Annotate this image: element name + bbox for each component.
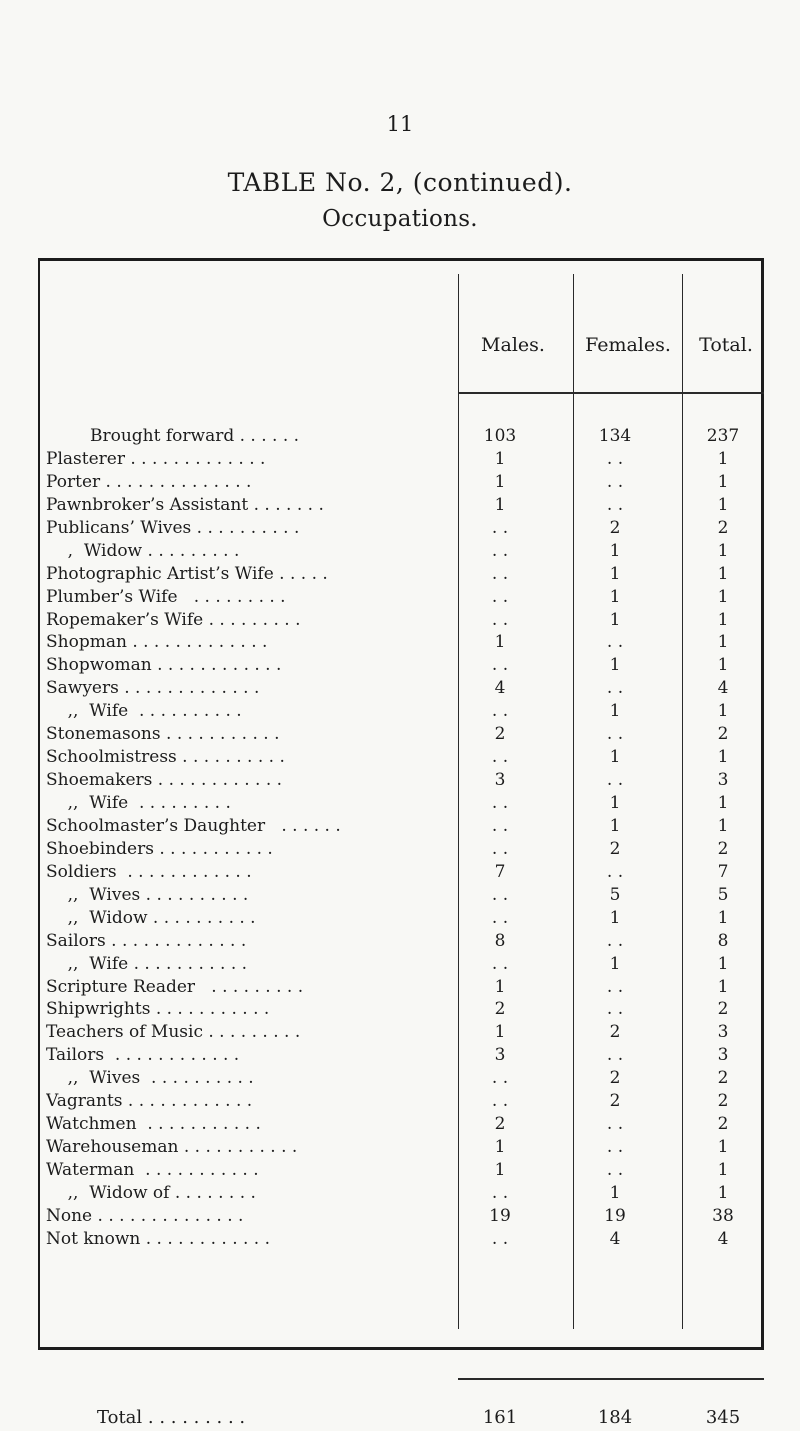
males-value: . . bbox=[491, 907, 509, 928]
total-value: 8 bbox=[717, 930, 729, 951]
occupation-label: Vagrants . . . . . . . . . . . . bbox=[46, 1091, 253, 1112]
occupation-label: Shipwrights . . . . . . . . . . . bbox=[46, 999, 270, 1020]
occupation-label: Soldiers . . . . . . . . . . . . bbox=[46, 861, 252, 882]
occupation-label: ,, Wives . . . . . . . . . . bbox=[46, 1068, 254, 1089]
females-value: 2 bbox=[609, 1091, 621, 1112]
females-value: . . bbox=[606, 1045, 624, 1066]
females-value: . . bbox=[606, 861, 624, 882]
occupation-label: , Widow . . . . . . . . . bbox=[46, 540, 240, 561]
females-value: 2 bbox=[609, 1022, 621, 1043]
occupation-label: ,, Widow of . . . . . . . . bbox=[46, 1182, 256, 1203]
males-value: 4 bbox=[494, 678, 506, 699]
total-males: 161 bbox=[482, 1407, 518, 1428]
females-value: . . bbox=[606, 999, 624, 1020]
occupation-label: Shoemakers . . . . . . . . . . . . bbox=[46, 770, 283, 791]
table-row bbox=[38, 746, 764, 769]
total-females: 184 bbox=[597, 1407, 633, 1428]
table-top-rule bbox=[38, 258, 762, 261]
females-value: 2 bbox=[609, 517, 621, 538]
table-row bbox=[38, 723, 764, 746]
occupation-label: Not known . . . . . . . . . . . . bbox=[46, 1228, 271, 1249]
total-value: 7 bbox=[717, 861, 729, 882]
occupation-label: Sawyers . . . . . . . . . . . . . bbox=[46, 678, 260, 699]
males-value: 19 bbox=[489, 1205, 511, 1226]
females-value: 1 bbox=[609, 540, 621, 561]
males-value: . . bbox=[491, 747, 509, 768]
total-value: 2 bbox=[717, 517, 729, 538]
occupation-label: Porter . . . . . . . . . . . . . . bbox=[46, 471, 252, 492]
header-rule bbox=[458, 392, 574, 394]
occupation-label: Plumber’s Wife . . . . . . . . . bbox=[46, 586, 286, 607]
females-value: 1 bbox=[609, 655, 621, 676]
males-value: . . bbox=[491, 701, 509, 722]
occupation-label: Shoebinders . . . . . . . . . . . bbox=[46, 838, 273, 859]
occupation-label: None . . . . . . . . . . . . . . bbox=[46, 1205, 244, 1226]
males-value: . . bbox=[491, 815, 509, 836]
males-value: . . bbox=[491, 1091, 509, 1112]
table-row bbox=[38, 976, 764, 999]
females-value: 1 bbox=[609, 586, 621, 607]
column-header-females: Females. bbox=[585, 334, 671, 356]
total-rule bbox=[573, 1378, 683, 1380]
total-value: 1 bbox=[717, 586, 729, 607]
total-value: 3 bbox=[717, 1022, 729, 1043]
table-row bbox=[38, 930, 764, 953]
females-value: 1 bbox=[609, 609, 621, 630]
males-value: . . bbox=[491, 1228, 509, 1249]
males-value: 1 bbox=[494, 1137, 506, 1158]
total-value: 1 bbox=[717, 953, 729, 974]
table-row bbox=[38, 448, 764, 471]
table-body bbox=[38, 425, 764, 1251]
occupation-label: Waterman . . . . . . . . . . . bbox=[46, 1160, 259, 1180]
females-value: . . bbox=[606, 494, 624, 515]
females-value: . . bbox=[606, 724, 624, 745]
table-row bbox=[38, 1228, 764, 1251]
males-value: 1 bbox=[494, 1160, 506, 1180]
females-value: . . bbox=[606, 770, 624, 791]
table-row bbox=[38, 953, 764, 976]
total-value: 1 bbox=[717, 815, 729, 836]
occupation-label: Pawnbroker’s Assistant . . . . . . . bbox=[46, 494, 324, 515]
table-row bbox=[38, 861, 764, 884]
males-value: . . bbox=[491, 563, 509, 584]
table-row bbox=[38, 586, 764, 609]
table-row bbox=[38, 563, 764, 586]
males-value: . . bbox=[491, 655, 509, 676]
total-value: 1 bbox=[717, 540, 729, 561]
males-value: . . bbox=[491, 838, 509, 859]
total-label: Total . . . . . . . . . bbox=[97, 1407, 246, 1428]
males-value: . . bbox=[491, 609, 509, 630]
table-row bbox=[38, 1136, 764, 1159]
total-value: 1 bbox=[717, 1182, 729, 1203]
total-value: 38 bbox=[712, 1205, 734, 1226]
occupation-label: Schoolmistress . . . . . . . . . . bbox=[46, 747, 285, 768]
page-number: 11 bbox=[386, 112, 414, 136]
occupation-label: Schoolmaster’s Daughter . . . . . . bbox=[46, 815, 341, 836]
females-value: 1 bbox=[609, 563, 621, 584]
males-value: 3 bbox=[494, 1045, 506, 1066]
total-value: 2 bbox=[717, 1091, 729, 1112]
column-header-males: Males. bbox=[481, 334, 545, 356]
table-row bbox=[38, 517, 764, 540]
table-row bbox=[38, 815, 764, 838]
males-value: 3 bbox=[494, 770, 506, 791]
total-value: 2 bbox=[717, 1114, 729, 1135]
males-value: . . bbox=[491, 540, 509, 561]
table-row bbox=[38, 884, 764, 907]
females-value: . . bbox=[606, 632, 624, 653]
occupation-label: Tailors . . . . . . . . . . . . bbox=[46, 1045, 240, 1066]
males-value: 1 bbox=[494, 471, 506, 492]
table-row bbox=[38, 769, 764, 792]
total-value: 1 bbox=[717, 563, 729, 584]
occupation-label: Warehouseman . . . . . . . . . . . bbox=[46, 1137, 298, 1158]
table-subtitle: Occupations. bbox=[322, 206, 478, 232]
total-value: 1 bbox=[717, 747, 729, 768]
occupation-label: Watchmen . . . . . . . . . . . bbox=[46, 1114, 261, 1135]
females-value: . . bbox=[606, 976, 624, 997]
females-value: 1 bbox=[609, 701, 621, 722]
table-row bbox=[38, 471, 764, 494]
occupation-label: Teachers of Music . . . . . . . . . bbox=[46, 1022, 301, 1043]
males-value: 103 bbox=[483, 426, 517, 446]
females-value: . . bbox=[606, 1137, 624, 1158]
males-value: 1 bbox=[494, 448, 506, 469]
total-value: 1 bbox=[717, 471, 729, 492]
total-value: 1 bbox=[717, 701, 729, 722]
females-value: 1 bbox=[609, 793, 621, 813]
females-value: 134 bbox=[598, 426, 632, 446]
total-value: 2 bbox=[717, 724, 729, 745]
total-value: 1 bbox=[717, 632, 729, 653]
females-value: . . bbox=[606, 448, 624, 469]
header-rule bbox=[682, 392, 764, 394]
males-value: 1 bbox=[494, 494, 506, 515]
females-value: . . bbox=[606, 1160, 624, 1180]
table-row bbox=[38, 1067, 764, 1090]
total-rule bbox=[458, 1378, 574, 1380]
females-value: . . bbox=[606, 1114, 624, 1135]
females-value: . . bbox=[606, 471, 624, 492]
females-value: . . bbox=[606, 678, 624, 699]
total-total: 345 bbox=[705, 1407, 741, 1428]
table-row bbox=[38, 700, 764, 723]
table-row bbox=[38, 1113, 764, 1136]
females-value: 1 bbox=[609, 815, 621, 836]
females-value: 1 bbox=[609, 747, 621, 768]
table-row bbox=[38, 425, 764, 448]
occupation-label: Shopman . . . . . . . . . . . . . bbox=[46, 632, 268, 653]
occupation-label: Scripture Reader . . . . . . . . . bbox=[46, 976, 304, 997]
females-value: 2 bbox=[609, 838, 621, 859]
females-value: 1 bbox=[609, 953, 621, 974]
table-row bbox=[38, 907, 764, 930]
occupation-label: Brought forward . . . . . . bbox=[90, 426, 300, 446]
males-value: 1 bbox=[494, 976, 506, 997]
table-row bbox=[38, 1044, 764, 1067]
males-value: 1 bbox=[494, 1022, 506, 1043]
females-value: 1 bbox=[609, 907, 621, 928]
occupation-label: ,, Wife . . . . . . . . . . . bbox=[46, 953, 248, 974]
table-row bbox=[38, 677, 764, 700]
males-value: . . bbox=[491, 953, 509, 974]
males-value: . . bbox=[491, 586, 509, 607]
table-row bbox=[38, 1021, 764, 1044]
occupation-label: Shopwoman . . . . . . . . . . . . bbox=[46, 655, 282, 676]
occupation-label: ,, Wives . . . . . . . . . . bbox=[46, 884, 249, 905]
total-value: 5 bbox=[717, 884, 729, 905]
females-value: 19 bbox=[604, 1205, 626, 1226]
table-row bbox=[38, 609, 764, 632]
total-row bbox=[38, 1405, 764, 1431]
total-value: 1 bbox=[717, 1160, 729, 1180]
total-value: 4 bbox=[717, 678, 729, 699]
table-bottom-rule bbox=[38, 1347, 764, 1350]
table-row bbox=[38, 494, 764, 517]
total-value: 1 bbox=[717, 494, 729, 515]
males-value: . . bbox=[491, 1068, 509, 1089]
males-value: 8 bbox=[494, 930, 506, 951]
occupation-label: Stonemasons . . . . . . . . . . . bbox=[46, 724, 280, 745]
males-value: 7 bbox=[494, 861, 506, 882]
total-value: 2 bbox=[717, 1068, 729, 1089]
table-row bbox=[38, 792, 764, 815]
occupation-label: Plasterer . . . . . . . . . . . . . bbox=[46, 448, 266, 469]
females-value: 5 bbox=[609, 884, 621, 905]
total-value: 1 bbox=[717, 907, 729, 928]
total-value: 1 bbox=[717, 1137, 729, 1158]
females-value: 4 bbox=[609, 1228, 621, 1249]
occupation-label: Sailors . . . . . . . . . . . . . bbox=[46, 930, 247, 951]
table-row bbox=[38, 1205, 764, 1228]
table-row bbox=[38, 540, 764, 563]
occupation-label: ,, Wife . . . . . . . . . . bbox=[46, 701, 242, 722]
males-value: 2 bbox=[494, 1114, 506, 1135]
females-value: . . bbox=[606, 930, 624, 951]
occupation-label: Ropemaker’s Wife . . . . . . . . . bbox=[46, 609, 301, 630]
total-value: 1 bbox=[717, 976, 729, 997]
males-value: . . bbox=[491, 517, 509, 538]
total-value: 237 bbox=[706, 426, 740, 446]
total-value: 1 bbox=[717, 793, 729, 813]
males-value: 2 bbox=[494, 999, 506, 1020]
occupation-label: ,, Widow . . . . . . . . . . bbox=[46, 907, 256, 928]
males-value: 2 bbox=[494, 724, 506, 745]
total-value: 4 bbox=[717, 1228, 729, 1249]
males-value: . . bbox=[491, 793, 509, 813]
occupation-label: Publicans’ Wives . . . . . . . . . . bbox=[46, 517, 300, 538]
total-value: 2 bbox=[717, 838, 729, 859]
total-value: 1 bbox=[717, 609, 729, 630]
table-row bbox=[38, 838, 764, 861]
table-row bbox=[38, 631, 764, 654]
occupations-table bbox=[38, 258, 764, 1428]
table-title: TABLE No. 2, (continued). bbox=[227, 168, 573, 197]
males-value: . . bbox=[491, 1182, 509, 1203]
table-row bbox=[38, 1182, 764, 1205]
table-row bbox=[38, 1159, 764, 1182]
total-value: 1 bbox=[717, 448, 729, 469]
males-value: 1 bbox=[494, 632, 506, 653]
males-value: . . bbox=[491, 884, 509, 905]
header-rule bbox=[573, 392, 683, 394]
total-value: 3 bbox=[717, 1045, 729, 1066]
total-value: 1 bbox=[717, 655, 729, 676]
females-value: 2 bbox=[609, 1068, 621, 1089]
table-row bbox=[38, 654, 764, 677]
occupation-label: ,, Wife . . . . . . . . . bbox=[46, 793, 231, 813]
column-header-total: Total. bbox=[699, 334, 753, 356]
total-value: 2 bbox=[717, 999, 729, 1020]
total-rule bbox=[682, 1378, 764, 1380]
table-row bbox=[38, 998, 764, 1021]
occupation-label: Photographic Artist’s Wife . . . . . bbox=[46, 563, 328, 584]
total-value: 3 bbox=[717, 770, 729, 791]
females-value: 1 bbox=[609, 1182, 621, 1203]
table-row bbox=[38, 1090, 764, 1113]
